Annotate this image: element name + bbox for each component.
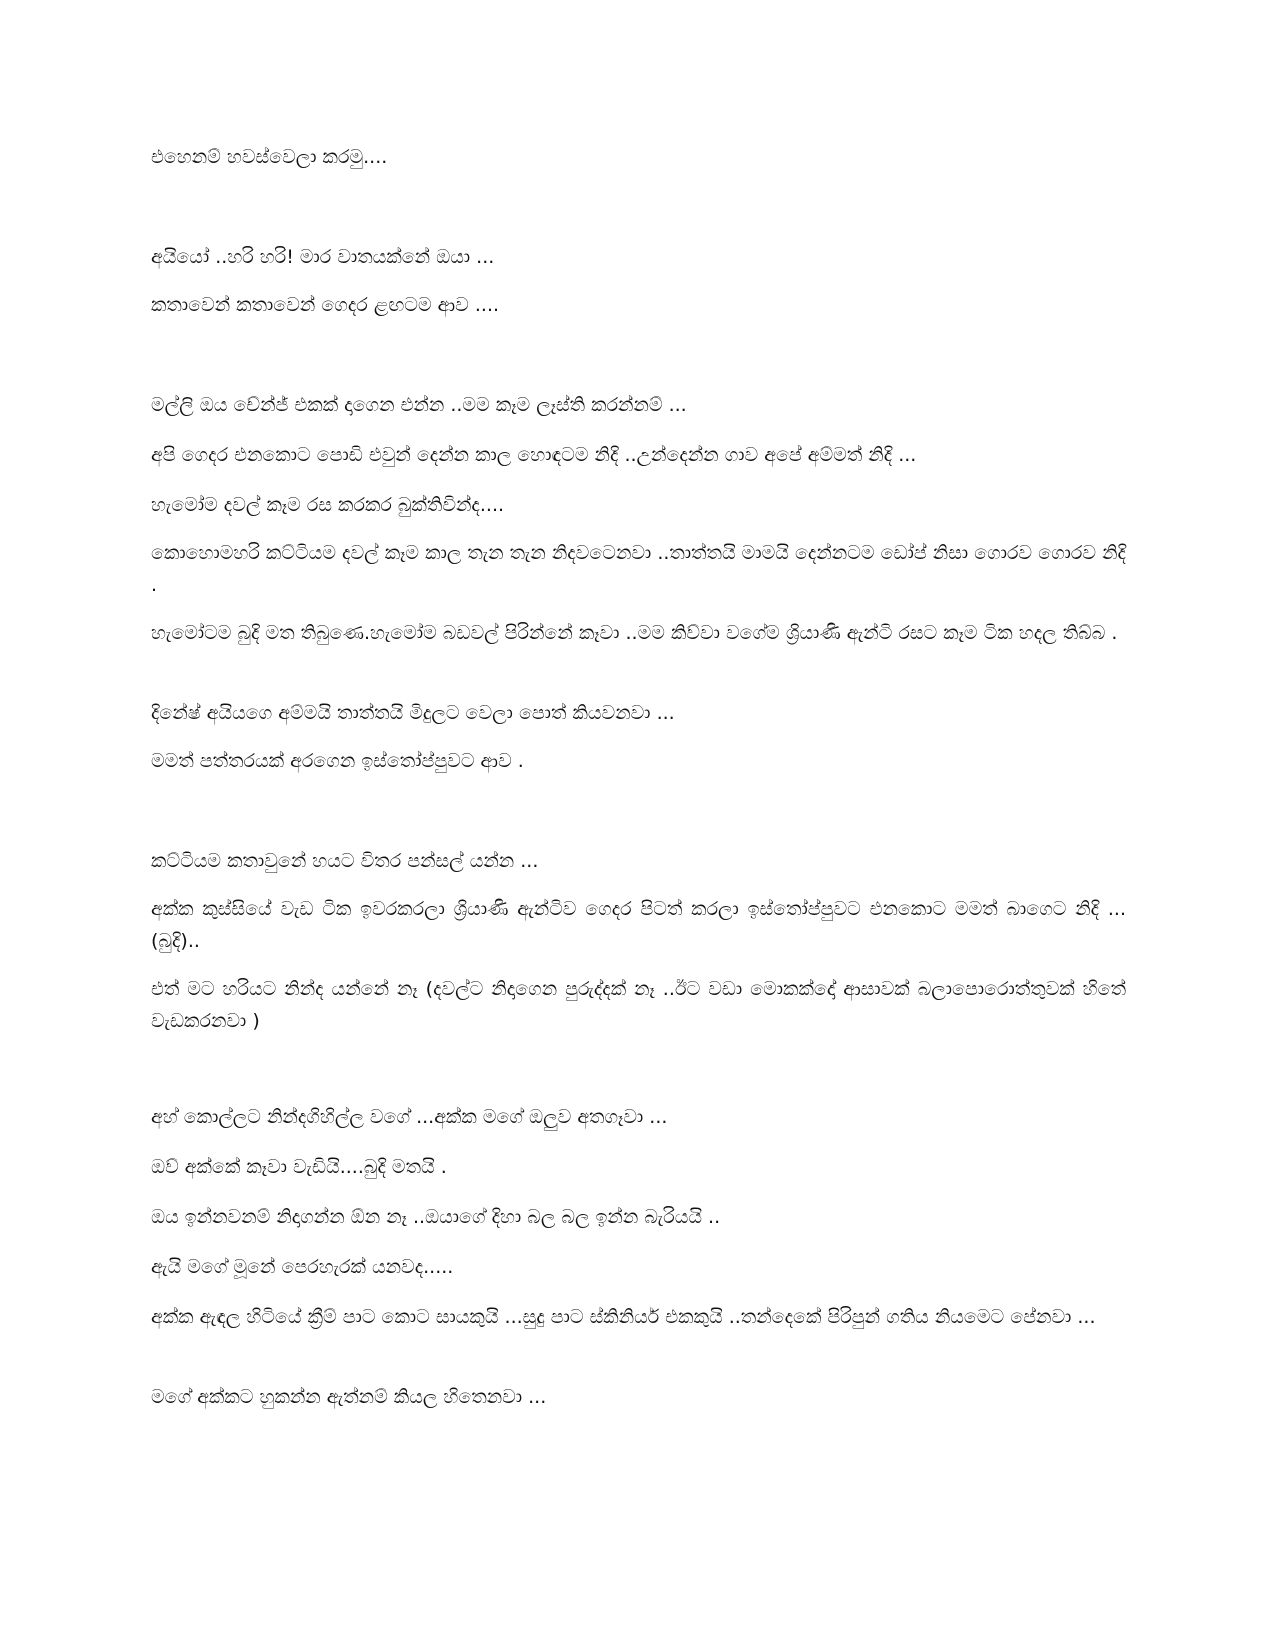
paragraph-12: අක්ක කුස්සියේ වැඩ ටික ඉවරකරලා ශ්‍රියාණි ඇන්ටිව ගෙදර පිටත් කරලා ඉස්තෝප්පුවට එනකොට මමත් බාගෙට නිදි ...(බුදි).. [151, 898, 1126, 952]
paragraph-18: අක්ක ඇඳල හිටියේ ක්‍රීම් පාට කොට සායකුයි ...සුදු පාට ස්කිනියර් එකකුයි ..තන්දෙකේ පිරිපුන් ගතිය නියමෙට පේනවා ... [151, 1306, 1096, 1328]
paragraph-7: කොහොමහරි කට්ටියම දවල් කෑම කාල තැන තැන නිදවටෙනවා ..තාත්තයි මාමයි දෙන්නටම ඩෝප් නිසා ගොරව ගොරව නිදි . [151, 542, 1126, 596]
paragraph-13: එත් මට හරියට නින්ද යන්නේ නෑ (දවල්ට නිදාගෙන පුරුද්දක් නෑ ..ඊට වඩා මොකක්දෝ ආසාවක් බලාපොරොත්තුවක් හිතේ වැඩකරනවා ) [151, 978, 1126, 1032]
paragraph-3: කතාවෙන් කතාවෙන් ගෙදර ළඟටම ආව .... [151, 294, 500, 316]
paragraph-2: අයියෝ ..හරි හරි! මාර වාතයක්නේ ඔයා ... [151, 246, 495, 268]
paragraph-9: දිනේෂ් අයියගෙ අම්මයි තාත්තයි මිදුලට වෙලා පොත් කියවනවා ... [151, 702, 675, 724]
paragraph-6: හැමෝම දවල් කෑම රස කරකර බුක්තිවින්ද.... [151, 494, 505, 516]
paragraph-5: අපි ගෙදර එනකොට පොඩි එවුන් දෙන්න කාල හොඳටම නිදි ..උන්දෙන්න ගාව අපේ අම්මත් නිදි ... [151, 444, 917, 466]
paragraph-17: ඇයි මගේ මූනේ පෙරහැරක් යනවද..... [151, 1256, 454, 1278]
paragraph-1: එහෙනම් හවස්වෙලා කරමු.... [151, 146, 388, 168]
paragraph-4: මල්ලි ඔය චේන්ජ් එකක් දාගෙන එන්න ..මම කෑම ලෑස්ති කරන්නම් ... [151, 394, 687, 416]
paragraph-15: ඔව් අක්කේ කෑවා වැඩියි....බුදි මතයි . [151, 1156, 447, 1178]
paragraph-11: කට්ටියම කතාවුනේ හයට විතර පන්සල් යන්න ... [151, 850, 539, 872]
paragraph-16: ඔය ඉන්නවනම් නිදාගන්න ඕන නෑ ..ඔයාගේ දිහා බල බල ඉන්න බැරියයි .. [151, 1206, 721, 1228]
paragraph-19: මගේ අක්කට හුකන්න ඇත්නම් කියල හිතෙනවා ... [151, 1386, 547, 1408]
paragraph-10: මමත් පත්තරයක් අරගෙන ඉස්තෝප්පුවට ආව . [151, 750, 524, 772]
paragraph-14: අහ් කොල්ලට නින්දගිහිල්ල වගේ ...අක්ක මගේ ඔලුව අතගෑවා ... [151, 1106, 668, 1128]
paragraph-8: හැමෝටම බුදි මත තිබුණෙ.හැමෝම බඩවල් පිරින්නේ කෑවා ..මම කිව්වා වගේම ශ්‍රියාණි ඇන්ටි රසට කෑම ටික හදල තිබ්බ . [151, 622, 1118, 644]
